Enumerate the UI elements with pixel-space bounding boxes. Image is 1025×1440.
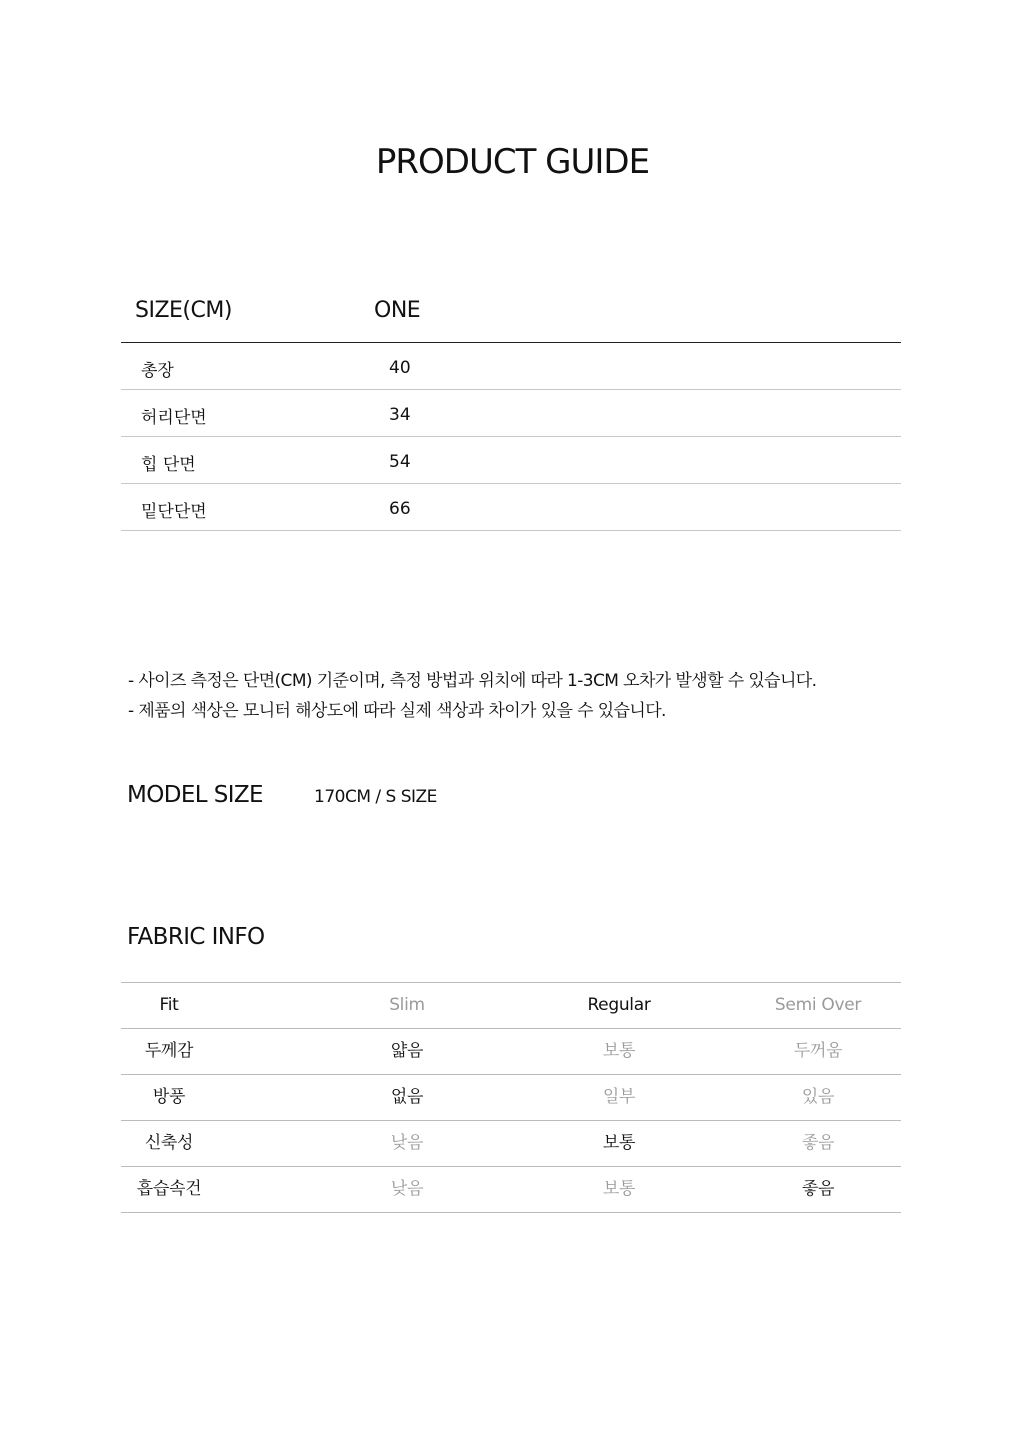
- fabric-option: 얇음: [390, 1041, 424, 1061]
- fabric-row-label: 방풍: [152, 1087, 186, 1107]
- size-row-value: 40: [389, 358, 411, 378]
- fabric-row-thickness: [121, 1029, 901, 1075]
- fabric-option: 낮음: [390, 1179, 424, 1199]
- model-size-value: 170CM / S SIZE: [314, 787, 437, 807]
- size-row-label: 허리단면: [141, 408, 207, 428]
- fabric-option: 보통: [602, 1133, 636, 1153]
- fabric-row-label: Fit: [159, 995, 179, 1015]
- fabric-option: 좋음: [801, 1133, 835, 1153]
- fabric-row-moisture-wicking: [121, 1167, 901, 1213]
- fabric-row-stretch: [121, 1121, 901, 1167]
- fabric-option: 보통: [602, 1041, 636, 1061]
- fabric-option: Slim: [389, 995, 425, 1015]
- fabric-option: 있음: [801, 1087, 835, 1107]
- size-row-value: 34: [389, 405, 411, 425]
- size-row-waist: [121, 390, 901, 437]
- fabric-info-title: FABRIC INFO: [127, 924, 265, 950]
- size-row-hem: [121, 484, 901, 531]
- size-table-header: [121, 288, 901, 343]
- fabric-row-label: 흡습속건: [136, 1179, 202, 1199]
- fabric-option: Semi Over: [774, 995, 862, 1015]
- fabric-option: 좋음: [801, 1179, 835, 1199]
- fabric-row-label: 두께감: [144, 1041, 194, 1061]
- fabric-option: 없음: [390, 1087, 424, 1107]
- fabric-option: 보통: [602, 1179, 636, 1199]
- size-row-total-length: [121, 343, 901, 390]
- fabric-row-windproof: [121, 1075, 901, 1121]
- note-line-color: - 제품의 색상은 모니터 해상도에 따라 실제 색상과 차이가 있을 수 있습니다.: [128, 701, 666, 721]
- size-table: [121, 288, 901, 531]
- fabric-row-fit: [121, 983, 901, 1029]
- fabric-table: [121, 982, 901, 1213]
- model-size-label: MODEL SIZE: [127, 782, 263, 808]
- size-row-hip: [121, 437, 901, 484]
- size-notes: [128, 666, 816, 726]
- size-row-value: 66: [389, 499, 411, 519]
- page-title: PRODUCT GUIDE: [375, 142, 650, 182]
- note-line-measurement: - 사이즈 측정은 단면(CM) 기준이며, 측정 방법과 위치에 따라 1-3CM 오차가 발생할 수 있습니다.: [128, 671, 817, 691]
- fabric-option: 낮음: [390, 1133, 424, 1153]
- size-row-label: 밑단단면: [141, 502, 207, 522]
- size-row-value: 54: [389, 452, 411, 472]
- size-header-label: SIZE(CM): [135, 298, 232, 323]
- size-row-label: 힙 단면: [141, 455, 196, 475]
- fabric-option: Regular: [587, 995, 651, 1015]
- fabric-row-label: 신축성: [144, 1133, 194, 1153]
- fabric-option: 일부: [602, 1087, 636, 1107]
- size-row-label: 총장: [141, 361, 174, 381]
- fabric-option: 두꺼움: [793, 1041, 843, 1061]
- size-header-column: ONE: [374, 298, 421, 323]
